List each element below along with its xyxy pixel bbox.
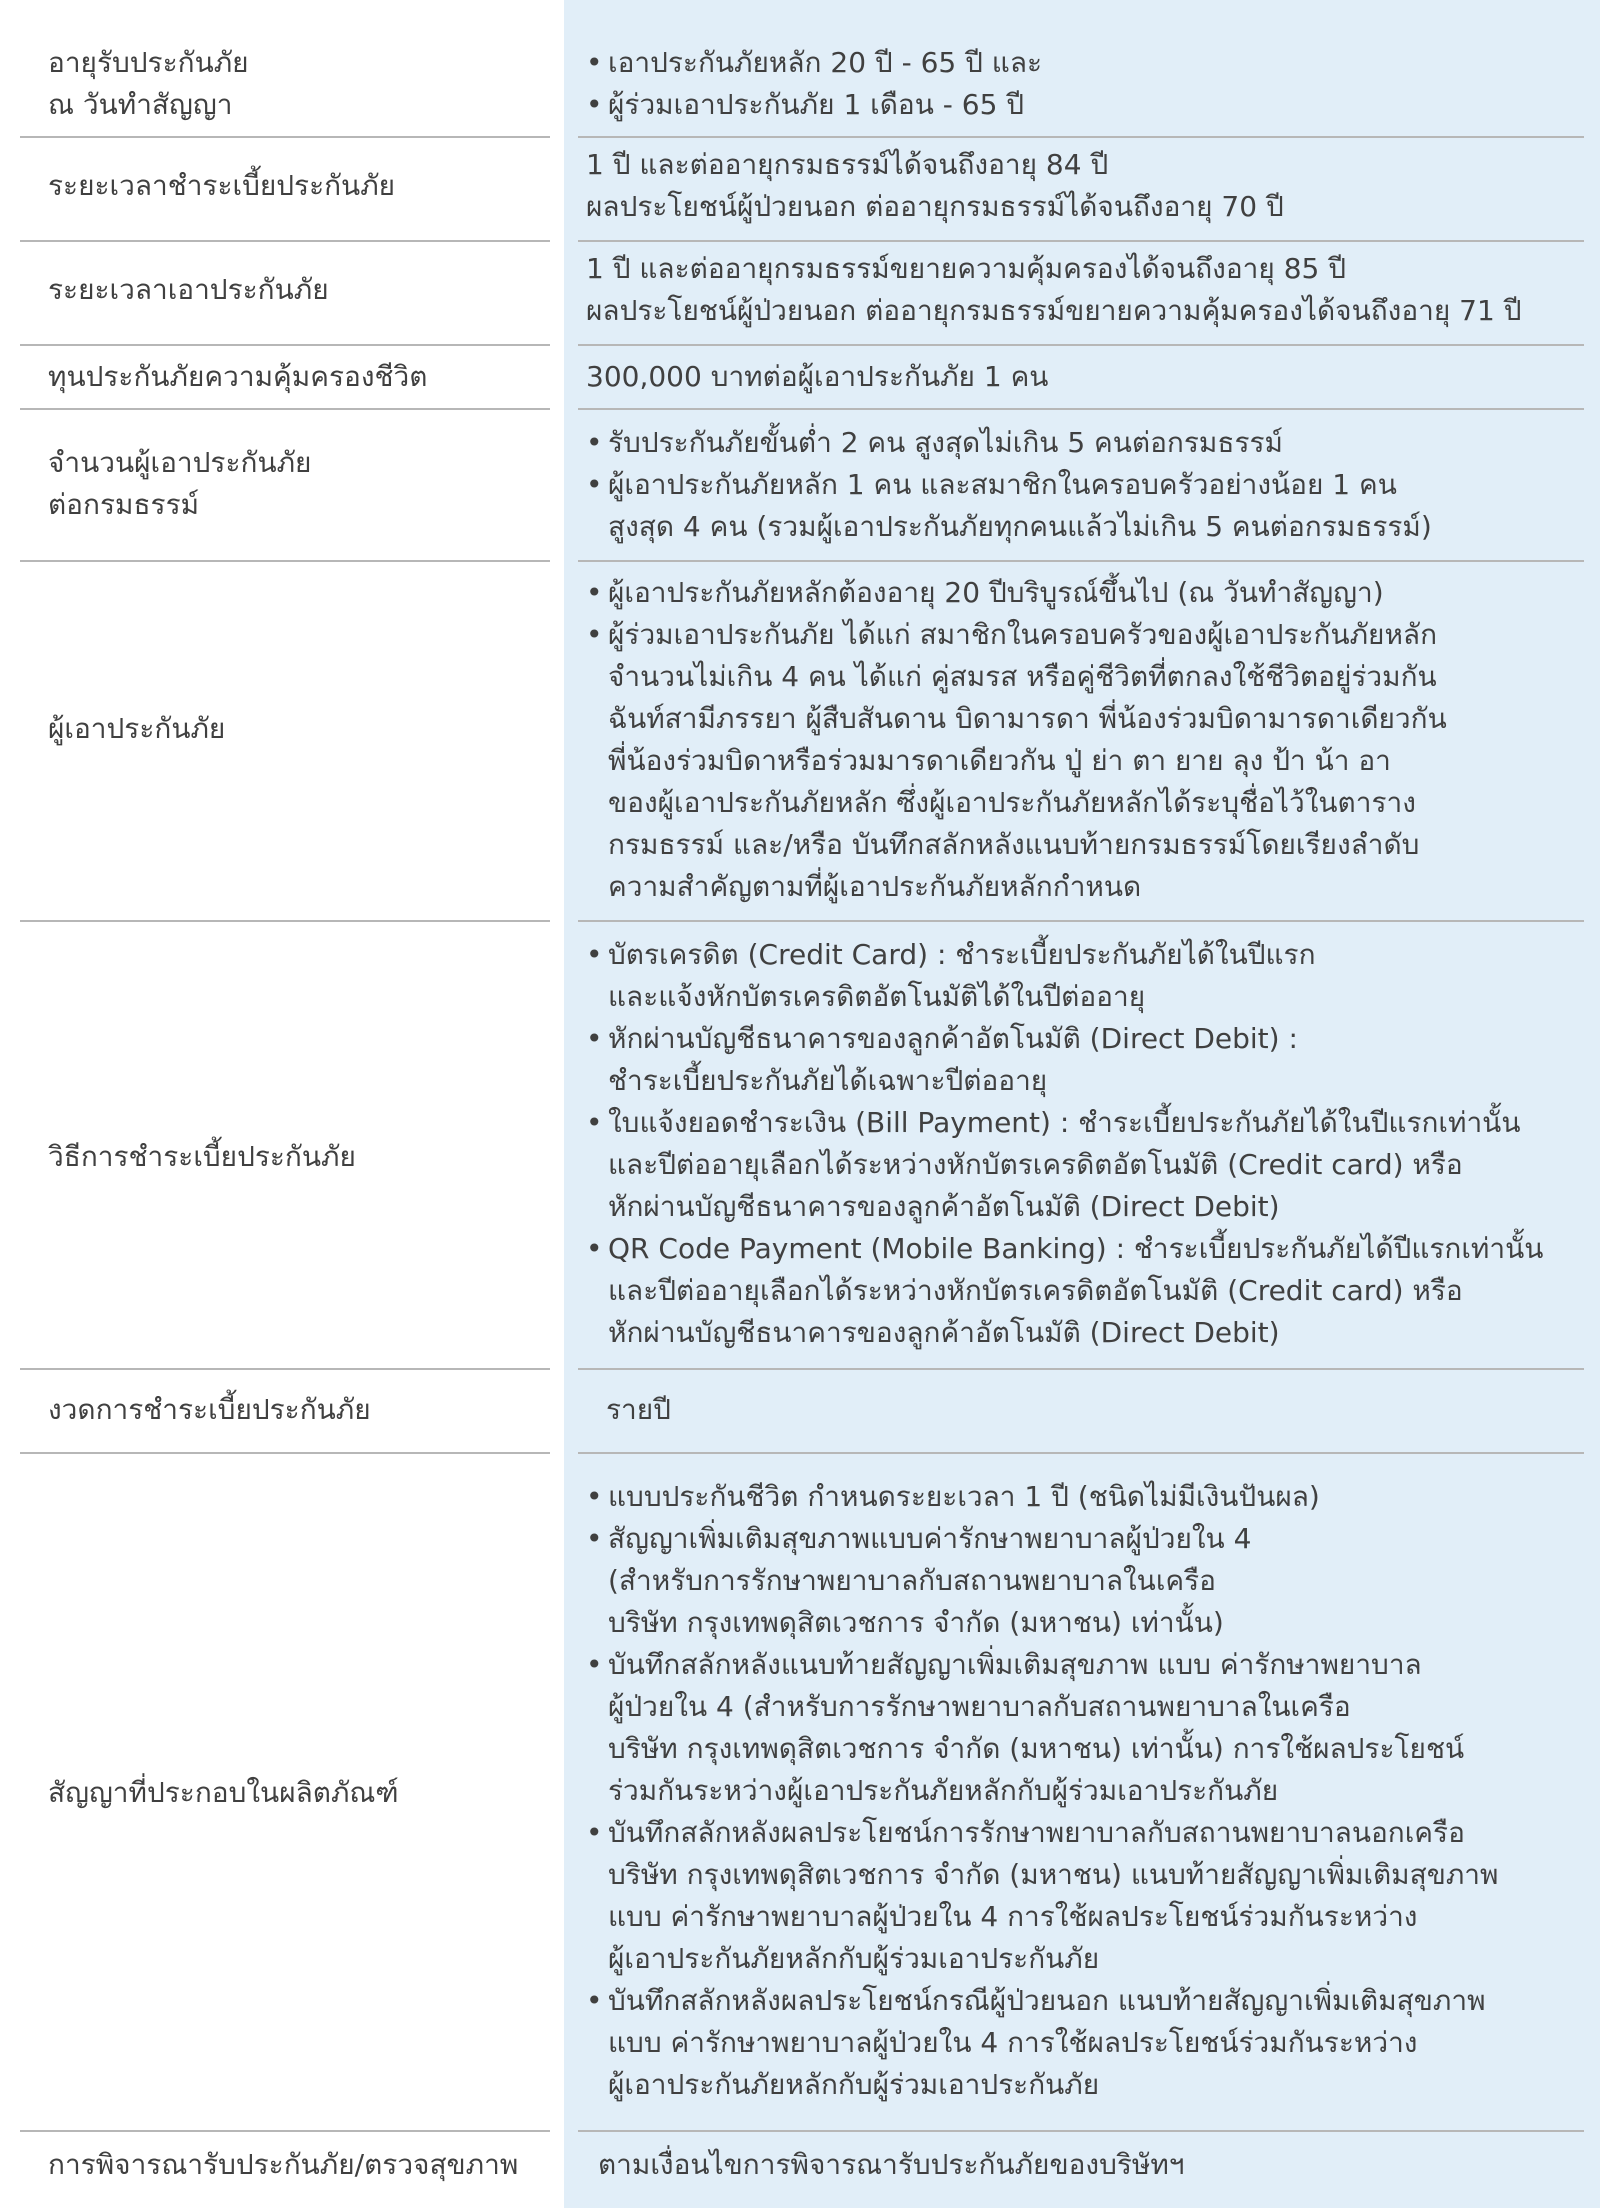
row-divider	[578, 560, 1584, 562]
spec-label: ทุนประกันภัยความคุ้มครองชีวิต	[48, 360, 428, 393]
list-item: • บัตรเครดิต (Credit Card) : ชำระเบี้ยประกันภัยได้ในปีแรก และแจ้งหักบัตรเครดิตอัตโนมัติได้ในปีต่ออายุ	[586, 934, 1576, 1018]
value-line: 300,000 บาทต่อผู้เอาประกันภัย 1 คน	[586, 360, 1049, 393]
list-item: • ผู้ร่วมเอาประกันภัย 1 เดือน - 65 ปี	[586, 84, 1576, 126]
spec-value	[586, 572, 1576, 908]
row-divider	[20, 136, 550, 138]
row-divider	[20, 1452, 550, 1454]
row-divider	[20, 1368, 550, 1370]
row-divider	[20, 2130, 550, 2132]
row-divider	[20, 344, 550, 346]
list-item: • ผู้เอาประกันภัยหลักต้องอายุ 20 ปีบริบูรณ์ขึ้นไป (ณ วันทำสัญญา)	[586, 572, 1576, 614]
row-divider	[578, 136, 1584, 138]
spec-value	[598, 2144, 1588, 2186]
spec-label: อายุรับประกันภัย ณ วันทำสัญญา	[48, 46, 249, 121]
list-item: • บันทึกสลักหลังผลประโยชน์การรักษาพยาบาลกับสถานพยาบาลนอกเครือ บริษัท กรุงเทพดุสิตเวชการ จำกัด (มหาชน) แนบท้ายสัญญาเพิ่มเติมสุขภาพ แบบ ค่ารักษาพยาบาลผู้ป่วยใน 4 การใช้ผลประโยชน์ร่วมกันระหว่าง ผู้เอาประกันภัยหลักกับผู้ร่วมเอาประกันภัย	[586, 1812, 1576, 1980]
row-divider	[578, 408, 1584, 410]
spec-label: ผู้เอาประกันภัย	[48, 712, 226, 745]
row-divider	[20, 560, 550, 562]
value-line: ผลประโยชน์ผู้ป่วยนอก ต่ออายุกรมธรรม์ขยายความคุ้มครองได้จนถึงอายุ 71 ปี	[586, 294, 1522, 327]
spec-value	[586, 42, 1576, 126]
spec-label: งวดการชำระเบี้ยประกันภัย	[48, 1393, 371, 1426]
value-line: 1 ปี และต่ออายุกรมธรรม์ได้จนถึงอายุ 84 ปี	[586, 148, 1109, 181]
value-line: ผลประโยชน์ผู้ป่วยนอก ต่ออายุกรมธรรม์ได้จนถึงอายุ 70 ปี	[586, 190, 1284, 223]
label-column-background	[0, 0, 564, 2208]
list-item: • สัญญาเพิ่มเติมสุขภาพแบบค่ารักษาพยาบาลผู้ป่วยใน 4 (สำหรับการรักษาพยาบาลกับสถานพยาบาลในเครือ บริษัท กรุงเทพดุสิตเวชการ จำกัด (มหาชน) เท่านั้น)	[586, 1518, 1576, 1644]
spec-value	[586, 934, 1576, 1354]
list-item: • บันทึกสลักหลังผลประโยชน์กรณีผู้ป่วยนอก แนบท้ายสัญญาเพิ่มเติมสุขภาพ แบบ ค่ารักษาพยาบาลผู้ป่วยใน 4 การใช้ผลประโยชน์ร่วมกันระหว่าง ผู้เอาประกันภัยหลักกับผู้ร่วมเอาประกันภัย	[586, 1980, 1576, 2106]
list-item: • หักผ่านบัญชีธนาคารของลูกค้าอัตโนมัติ (Direct Debit) : ชำระเบี้ยประกันภัยได้เฉพาะปีต่ออายุ	[586, 1018, 1576, 1102]
spec-label: วิธีการชำระเบี้ยประกันภัย	[48, 1140, 356, 1173]
spec-label: จำนวนผู้เอาประกันภัย ต่อกรมธรรม์	[48, 446, 312, 521]
row-divider	[578, 240, 1584, 242]
row-divider	[20, 240, 550, 242]
list-item: • ผู้เอาประกันภัยหลัก 1 คน และสมาชิกในครอบครัวอย่างน้อย 1 คน สูงสุด 4 คน (รวมผู้เอาประกันภัยทุกคนแล้วไม่เกิน 5 คนต่อกรมธรรม์)	[586, 464, 1576, 548]
spec-label: การพิจารณารับประกันภัย/ตรวจสุขภาพ	[48, 2148, 519, 2181]
spec-value	[586, 356, 1576, 398]
list-item: • บันทึกสลักหลังแนบท้ายสัญญาเพิ่มเติมสุขภาพ แบบ ค่ารักษาพยาบาล ผู้ป่วยใน 4 (สำหรับการรักษาพยาบาลกับสถานพยาบาลในเครือ บริษัท กรุงเทพดุสิตเวชการ จำกัด (มหาชน) เท่านั้น) การใช้ผลประโยชน์ ร่วมกันระหว่างผู้เอาประกันภัยหลักกับผู้ร่วมเอาประกันภัย	[586, 1644, 1576, 1812]
row-divider	[578, 344, 1584, 346]
row-divider	[20, 408, 550, 410]
row-divider	[578, 1368, 1584, 1370]
list-item: • QR Code Payment (Mobile Banking) : ชำระเบี้ยประกันภัยได้ปีแรกเท่านั้น และปีต่ออายุเลือกได้ระหว่างหักบัตรเครดิตอัตโนมัติ (Credit card) หรือ หักผ่านบัญชีธนาคารของลูกค้าอัตโนมัติ (Direct Debit)	[586, 1228, 1576, 1354]
value-line: ตามเงื่อนไขการพิจารณารับประกันภัยของบริษัทฯ	[598, 2148, 1185, 2181]
list-item: • ใบแจ้งยอดชำระเงิน (Bill Payment) : ชำระเบี้ยประกันภัยได้ในปีแรกเท่านั้น และปีต่ออายุเลือกได้ระหว่างหักบัตรเครดิตอัตโนมัติ (Credit card) หรือ หักผ่านบัญชีธนาคารของลูกค้าอัตโนมัติ (Direct Debit)	[586, 1102, 1576, 1228]
row-divider	[578, 2130, 1584, 2132]
spec-label: สัญญาที่ประกอบในผลิตภัณฑ์	[48, 1776, 399, 1809]
list-item: • เอาประกันภัยหลัก 20 ปี - 65 ปี และ	[586, 42, 1576, 84]
spec-label: ระยะเวลาชำระเบี้ยประกันภัย	[48, 169, 396, 202]
value-line: รายปี	[606, 1393, 671, 1426]
row-divider	[578, 1452, 1584, 1454]
spec-value	[606, 1389, 1596, 1431]
spec-value	[586, 144, 1576, 228]
list-item: • ผู้ร่วมเอาประกันภัย ได้แก่ สมาชิกในครอบครัวของผู้เอาประกันภัยหลัก จำนวนไม่เกิน 4 คน ได้แก่ คู่สมรส หรือคู่ชีวิตที่ตกลงใช้ชีวิตอยู่ร่วมกัน ฉันท์สามีภรรยา ผู้สืบสันดาน บิดามารดา พี่น้องร่วมบิดามารดาเดียวกัน พี่น้องร่วมบิดาหรือร่วมมารดาเดียวกัน ปู่ ย่า ตา ยาย ลุง ป้า น้า อา ของผู้เอาประกันภัยหลัก ซึ่งผู้เอาประกันภัยหลักได้ระบุชื่อไว้ในตาราง กรมธรรม์ และ/หรือ บันทึกสลักหลังแนบท้ายกรมธรรม์โดยเรียงลำดับ ความสำคัญตามที่ผู้เอาประกันภัยหลักกำหนด	[586, 614, 1576, 908]
spec-value	[586, 248, 1576, 332]
value-line: 1 ปี และต่ออายุกรมธรรม์ขยายความคุ้มครองได้จนถึงอายุ 85 ปี	[586, 252, 1346, 285]
list-item: • แบบประกันชีวิต กำหนดระยะเวลา 1 ปี (ชนิดไม่มีเงินปันผล)	[586, 1476, 1576, 1518]
spec-label: ระยะเวลาเอาประกันภัย	[48, 273, 329, 306]
row-divider	[20, 920, 550, 922]
spec-value	[586, 422, 1576, 548]
spec-value	[586, 1476, 1576, 2106]
row-divider	[578, 920, 1584, 922]
list-item: • รับประกันภัยขั้นต่ำ 2 คน สูงสุดไม่เกิน 5 คนต่อกรมธรรม์	[586, 422, 1576, 464]
